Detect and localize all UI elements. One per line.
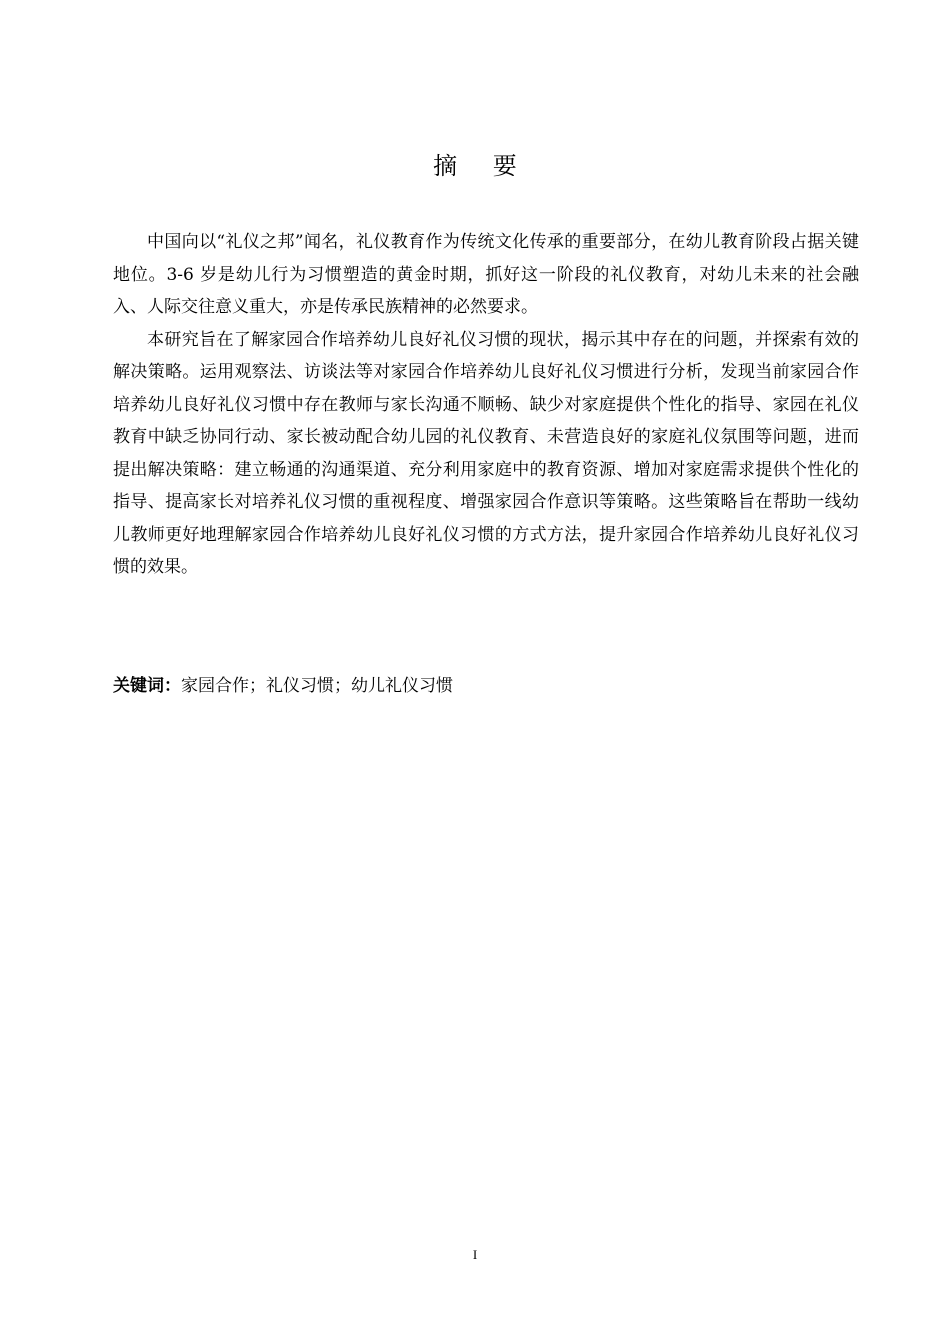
page-title: 摘 要	[433, 152, 531, 180]
keywords-label: 关键词：	[113, 676, 181, 696]
abstract-paragraph-1: 中国向以“礼仪之邦”闻名，礼仪教育作为传统文化传承的重要部分，在幼儿教育阶段占据关键地位。3-6 岁是幼儿行为习惯塑造的黄金时期，抓好这一阶段的礼仪教育，对幼儿未来的社会融入、人际交往意义重大，亦是传承民族精神的必然要求。	[113, 232, 859, 317]
keywords-line	[113, 670, 859, 702]
abstract-body	[113, 226, 859, 584]
page-number: I	[472, 1247, 478, 1262]
keywords-text: 家园合作；礼仪习惯；幼儿礼仪习惯	[181, 676, 453, 696]
abstract-paragraph-2: 本研究旨在了解家园合作培养幼儿良好礼仪习惯的现状，揭示其中存在的问题，并探索有效的解决策略。运用观察法、访谈法等对家园合作培养幼儿良好礼仪习惯进行分析，发现当前家园合作培养幼儿良好礼仪习惯中存在教师与家长沟通不顺畅、缺少对家庭提供个性化的指导、家园在礼仪教育中缺乏协同行动、家长被动配合幼儿园的礼仪教育、未营造良好的家庭礼仪氛围等问题，进而提出解决策略：建立畅通的沟通渠道、充分利用家庭中的教育资源、增加对家庭需求提供个性化的指导、提高家长对培养礼仪习惯的重视程度、增强家园合作意识等策略。这些策略旨在帮助一线幼儿教师更好地理解家园合作培养幼儿良好礼仪习惯的方式方法，提升家园合作培养幼儿良好礼仪习惯的效果。	[113, 329, 859, 577]
